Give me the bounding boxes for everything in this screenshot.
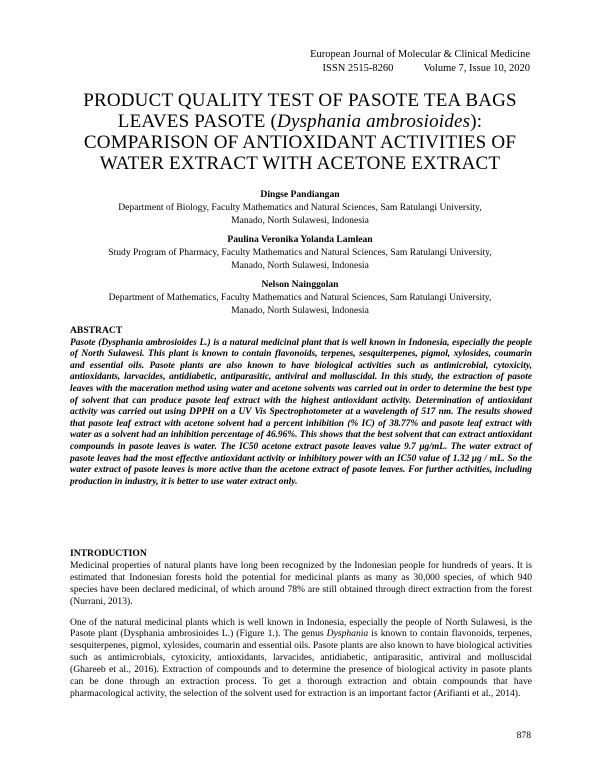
volume-issue: Volume 7, Issue 10, 2020 bbox=[423, 63, 530, 74]
journal-issue-line bbox=[310, 62, 530, 76]
author-name: Dingse Pandiangan bbox=[260, 189, 340, 200]
genus-name: Dysphania bbox=[326, 628, 369, 640]
abstract-text: Pasote (Dysphania ambrosioides L.) is a natural medicinal plant that is well known in Indonesia, especially the people of North Sulawesi. This plant is known to contain flavonoids, terpenes, sesquiterpenes, pigmol, xylosides, coumarin and essential oils. Pasote plants are also known to have biological activities such as antimicrobial, cytoxicity, antioxidants, larvacides, antidiabetic, antiparasitic, antiviral and molluscidal. In this study, the extraction of pasote leaves with the maceration method using water and acetone solvents was carried out in order to determine the best type of solvent that can produce pasote leaf extract with the highest antioxidant activity. Determination of antioxidant activity was carried out using DPPH on a UV Vis Spectrophotometer at a wavelength of 517 nm. The results showed that pasote leaf extract with acetone solvent had a percent inhibition (% IC) of 38.77% and pasote leaf extract with water as a solvent had an inhibition percentage of 46.96%. This shows that the best solvent that can extract antioxidant compounds in pasote leaves is water. The IC50 acetone extract pasote leaves value 9.7 μg/mL. The water extract of pasote leaves had the most effective antioxidant activity or inhibitory power with an IC50 value of 1.32 μg / mL. So the water extract of pasote leaves is more active than the acetone extract of pasote leaves. For further activities, including production in industry, it is better to use water extract only. bbox=[70, 337, 532, 487]
author-affiliation: Study Program of Pharmacy, Faculty Mathematics and Natural Sciences, Sam Ratulangi University, bbox=[108, 247, 492, 258]
title-part2: ): COMPARISON OF ANTIOXIDANT ACTIVITIES OF WATER EXTRACT WITH ACETONE EXTRACT bbox=[83, 111, 517, 174]
author-name: Nelson Nainggolan bbox=[261, 279, 339, 290]
paragraph-text: is known to contain flavonoids, terpenes, sesquiterpenes, pigmol, xylosides, coumarin and essential oils. Pasote plants are also known to have biological activities such as antimicrobials, cytoxicity, antioxidants, larvacides, antidiabetic, antiparasitic, antiviral and molluscidal (Ghareeb et al., 2016). Extraction of compounds and to determine the presence of biological activity in pasote plants can be done through an extraction process. To get a thorough extraction and obtain compounds that have pharmacological activity, the selection of the solvent used for extraction is an important factor (Arifianti et al., 2014). bbox=[70, 628, 532, 699]
abstract-heading: ABSTRACT bbox=[70, 325, 123, 336]
introduction-heading: INTRODUCTION bbox=[70, 548, 147, 559]
author-affiliation: Department of Mathematics, Faculty Mathematics and Natural Sciences, Sam Ratulangi University, bbox=[108, 292, 492, 303]
issn: ISSN 2515-8260 bbox=[322, 63, 394, 74]
journal-name: European Journal of Molecular & Clinical Medicine bbox=[310, 49, 530, 60]
introduction-paragraph-2 bbox=[70, 617, 532, 700]
author-block bbox=[70, 188, 530, 317]
title-species: Dysphania ambrosioides bbox=[277, 111, 471, 132]
author-affiliation: Department of Biology, Faculty Mathematics and Natural Sciences, Sam Ratulangi University, bbox=[118, 202, 482, 213]
paragraph-text: One of the natural medicinal plants which is well known in Indonesia, especially the people of North Sulawesi, is the Pasote plant (Dysphania ambrosioides L.) (Figure 1.). The genus bbox=[70, 616, 532, 640]
journal-header bbox=[310, 48, 530, 76]
title-part1: PRODUCT QUALITY TEST OF PASOTE TEA BAGS LEAVES PASOTE ( bbox=[83, 90, 517, 132]
page-number: 878 bbox=[516, 730, 531, 741]
paper-title bbox=[66, 90, 534, 174]
abstract-section bbox=[70, 325, 532, 488]
author-affiliation-city: Manado, North Sulawesi, Indonesia bbox=[231, 305, 369, 316]
introduction-paragraph-1: Medicinal properties of natural plants have long been recognized by the Indonesian people for hundreds of years. It is estimated that Indonesian forests hold the potential for medicinal plants as many as 30,000 species, of which 940 species have been declared medicinal, of which around 78% are still obtained through direct extraction from the forest (Nurrani, 2013). bbox=[70, 559, 532, 607]
author-name: Paulina Veronika Yolanda Lamlean bbox=[227, 234, 373, 245]
author-affiliation-city: Manado, North Sulawesi, Indonesia bbox=[231, 260, 369, 271]
author-affiliation-city: Manado, North Sulawesi, Indonesia bbox=[231, 215, 369, 226]
introduction-section bbox=[70, 548, 532, 709]
